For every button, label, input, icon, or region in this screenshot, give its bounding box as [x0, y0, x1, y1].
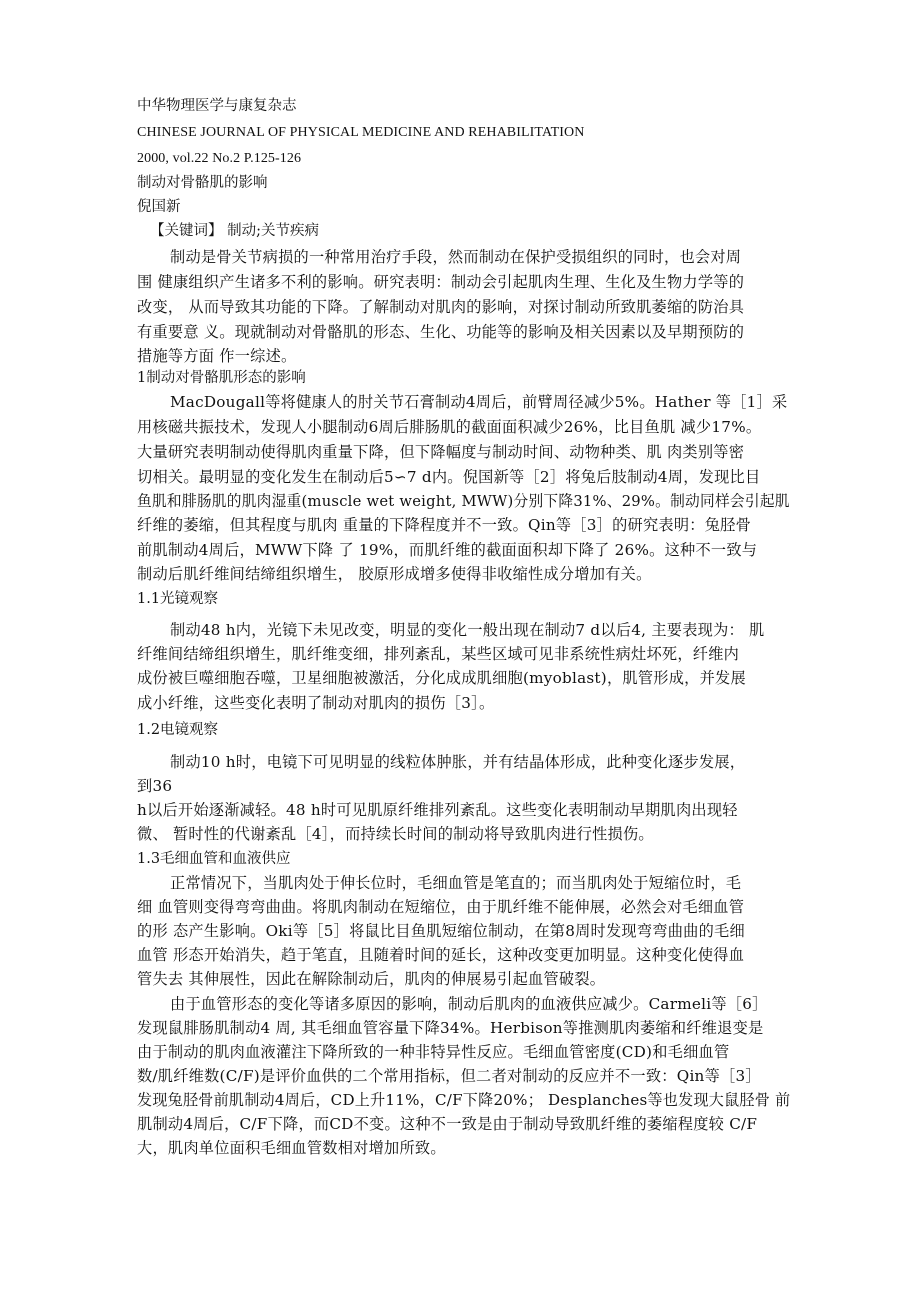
- paragraph-line: 到36: [137, 777, 173, 795]
- paragraph-line: 制动48 h内，光镜下未见改变，明显的变化一般出现在制动7 d以后4, 主要表现为： 肌: [170, 621, 765, 639]
- paragraph-line: MacDougall等将健康人的肘关节石膏制动4周后，前臂周径减少5%。Hather 等［1］采: [170, 393, 788, 411]
- paragraph-line: 制动后肌纤维间结缔组织增生， 胶原形成增多使得非收缩性成分增加有关。: [137, 565, 652, 583]
- paragraph-line: h以后开始逐渐减轻。48 h时可见肌原纤维排列紊乱。这些变化表明制动早期肌肉出现轻: [137, 801, 738, 819]
- paragraph-line: 制动10 h时，电镜下可见明显的线粒体肿胀，并有结晶体形成，此种变化逐步发展，: [170, 753, 746, 771]
- paragraph-line: 正常情况下，当肌肉处于伸长位时，毛细血管是笔直的；而当肌肉处于短缩位时，毛: [170, 874, 742, 892]
- paragraph-line: 前肌制动4周后，MWW下降 了 19%，而肌纤维的截面面积却下降了 26%。这种不一致与: [137, 541, 758, 559]
- paragraph-line: 大量研究表明制动使得肌肉重量下降，但下降幅度与制动时间、动物种类、肌 肉类别等密: [137, 443, 745, 461]
- author: 倪国新: [137, 199, 181, 215]
- intro-line: 围 健康组织产生诸多不利的影响。研究表明：制动会引起肌肉生理、生化及生物力学等的: [137, 273, 745, 291]
- section-heading: 1.2电镜观察: [137, 722, 219, 738]
- paragraph-line: 管失去 其伸展性，因此在解除制动后，肌肉的伸展易引起血管破裂。: [137, 970, 606, 988]
- paragraph-line: 血管 形态开始消失，趋于笔直，且随着时间的延长，这种改变更加明显。这种变化使得血: [137, 946, 745, 964]
- paragraph-line: 细 血管则变得弯弯曲曲。将肌肉制动在短缩位，由于肌纤维不能伸展，必然会对毛细血管: [137, 898, 745, 916]
- intro-line: 有重要意 义。现就制动对骨骼肌的形态、生化、功能等的影响及相关因素以及早期预防的: [137, 323, 745, 341]
- article-title: 制动对骨骼肌的影响: [137, 175, 268, 191]
- paragraph-line: 切相关。最明显的变化发生在制动后5∽7 d内。倪国新等［2］将兔后肢制动4周，发现比目: [137, 468, 761, 486]
- paragraph-line: 的形 态产生影响。Oki等［5］将鼠比目鱼肌短缩位制动，在第8周时发现弯弯曲曲的毛细: [137, 922, 745, 940]
- section-heading: 1制动对骨骼肌形态的影响: [137, 370, 306, 386]
- paragraph-line: 鱼肌和腓肠肌的肌肉湿重(muscle wet weight, MWW)分别下降31%、29%。制动同样会引起肌: [137, 492, 790, 510]
- journal-title-en: CHINESE JOURNAL OF PHYSICAL MEDICINE AND REHABILITATION: [137, 125, 585, 140]
- paragraph-line: 纤维的萎缩，但其程度与肌肉 重量的下降程度并不一致。Qin等［3］的研究表明：兔胫骨: [137, 516, 752, 534]
- paragraph-line: 成份被巨噬细胞吞噬，卫星细胞被激活，分化成成肌细胞(myoblast)，肌管形成，并发展: [137, 669, 746, 687]
- paragraph-line: 肌制动4周后，C/F下降，而CD不变。这种不一致是由于制动导致肌纤维的萎缩程度较 C/F: [137, 1115, 758, 1133]
- paragraph-line: 由于血管形态的变化等诸多原因的影响，制动后肌肉的血液供应减少。Carmeli等［6］: [170, 995, 768, 1013]
- paragraph-line: 由于制动的肌肉血液灌注下降所致的一种非特异性反应。毛细血管密度(CD)和毛细血管: [137, 1043, 730, 1061]
- citation: 2000, vol.22 No.2 P.125-126: [137, 151, 302, 166]
- paragraph-line: 纤维间结缔组织增生，肌纤维变细，排列紊乱，某些区域可见非系统性病灶坏死，纤维内: [137, 645, 740, 663]
- section-heading: 1.3毛细血管和血液供应: [137, 851, 291, 867]
- paragraph-line: 用核磁共振技术，发现人小腿制动6周后腓肠肌的截面面积减少26%，比目鱼肌 减少17%。: [137, 418, 762, 436]
- paragraph-line: 微、 暂时性的代谢紊乱［4］，而持续长时间的制动将导致肌肉进行性损伤。: [137, 825, 654, 843]
- paragraph-line: 发现鼠腓肠肌制动4 周, 其毛细血管容量下降34%。Herbison等推测肌肉萎缩和纤维退变是: [137, 1019, 764, 1037]
- intro-line: 制动是骨关节病损的一种常用治疗手段，然而制动在保护受损组织的同时，也会对周: [170, 248, 742, 266]
- keywords: 【关键词】 制动;关节疾病: [150, 223, 319, 239]
- paragraph-line: 大，肌肉单位面积毛细血管数相对增加所致。: [137, 1139, 446, 1157]
- paragraph-line: 成小纤维，这些变化表明了制动对肌肉的损伤［3］。: [137, 694, 495, 712]
- paragraph-line: 数/肌纤维数(C/F)是评价血供的二个常用指标，但二者对制动的反应并不一致：Qin等［3］: [137, 1067, 761, 1085]
- intro-line: 改变， 从而导致其功能的下降。了解制动对肌肉的影响，对探讨制动所致肌萎缩的防治具: [137, 298, 745, 316]
- section-heading: 1.1光镜观察: [137, 591, 219, 607]
- journal-title-cn: 中华物理医学与康复杂志: [137, 98, 297, 114]
- intro-line: 措施等方面 作一综述。: [137, 347, 297, 365]
- paragraph-line: 发现兔胫骨前肌制动4周后，CD上升11%，C/F下降20%； Desplanches等也发现大鼠胫骨 前: [137, 1091, 791, 1109]
